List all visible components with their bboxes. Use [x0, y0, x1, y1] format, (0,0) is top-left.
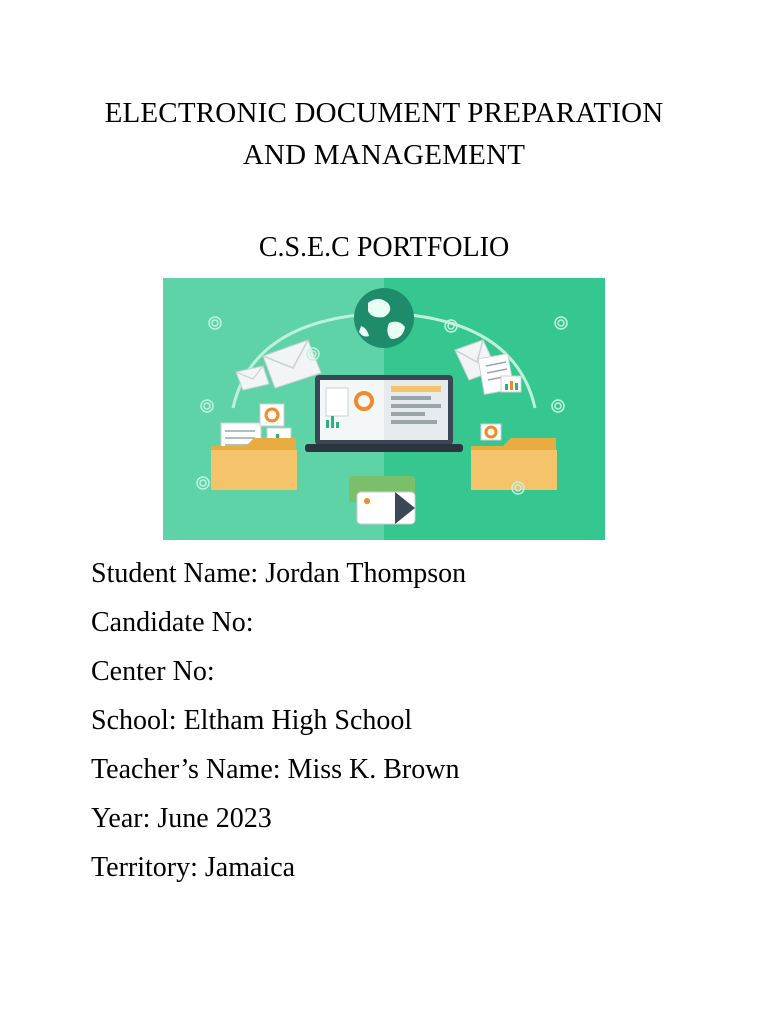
field-candidate-no: [91, 598, 466, 647]
document-title: [0, 92, 768, 176]
field-value: Miss K. Brown: [287, 754, 460, 785]
title-line-1: ELECTRONIC DOCUMENT PREPARATION: [104, 97, 664, 129]
field-label: Territory:: [91, 852, 198, 883]
payment-card-icon: [349, 476, 415, 524]
field-label: Teacher’s Name:: [91, 754, 281, 785]
chart-card-icon-right: [501, 376, 521, 392]
title-line-2: AND MANAGEMENT: [242, 139, 526, 171]
field-student-name: [91, 549, 466, 598]
field-center-no: [91, 647, 466, 696]
field-teacher-name: [91, 745, 466, 794]
field-territory: [91, 843, 466, 892]
laptop-icon: [305, 375, 463, 452]
field-value: June 2023: [157, 803, 272, 834]
field-school: [91, 696, 466, 745]
field-label: Student Name:: [91, 558, 259, 589]
portfolio-subtitle: C.S.E.C PORTFOLIO: [258, 232, 510, 263]
field-value: Eltham High School: [183, 705, 413, 736]
field-label: Candidate No:: [91, 607, 254, 638]
field-value: Jordan Thompson: [265, 558, 467, 589]
globe-icon: [354, 288, 414, 348]
student-info-list: [91, 549, 466, 892]
field-value: Jamaica: [204, 852, 296, 883]
field-label: Center No:: [91, 656, 215, 687]
field-year: [91, 794, 466, 843]
field-label: Year:: [91, 803, 151, 834]
field-label: School:: [91, 705, 177, 736]
file-transfer-illustration: [163, 278, 605, 540]
